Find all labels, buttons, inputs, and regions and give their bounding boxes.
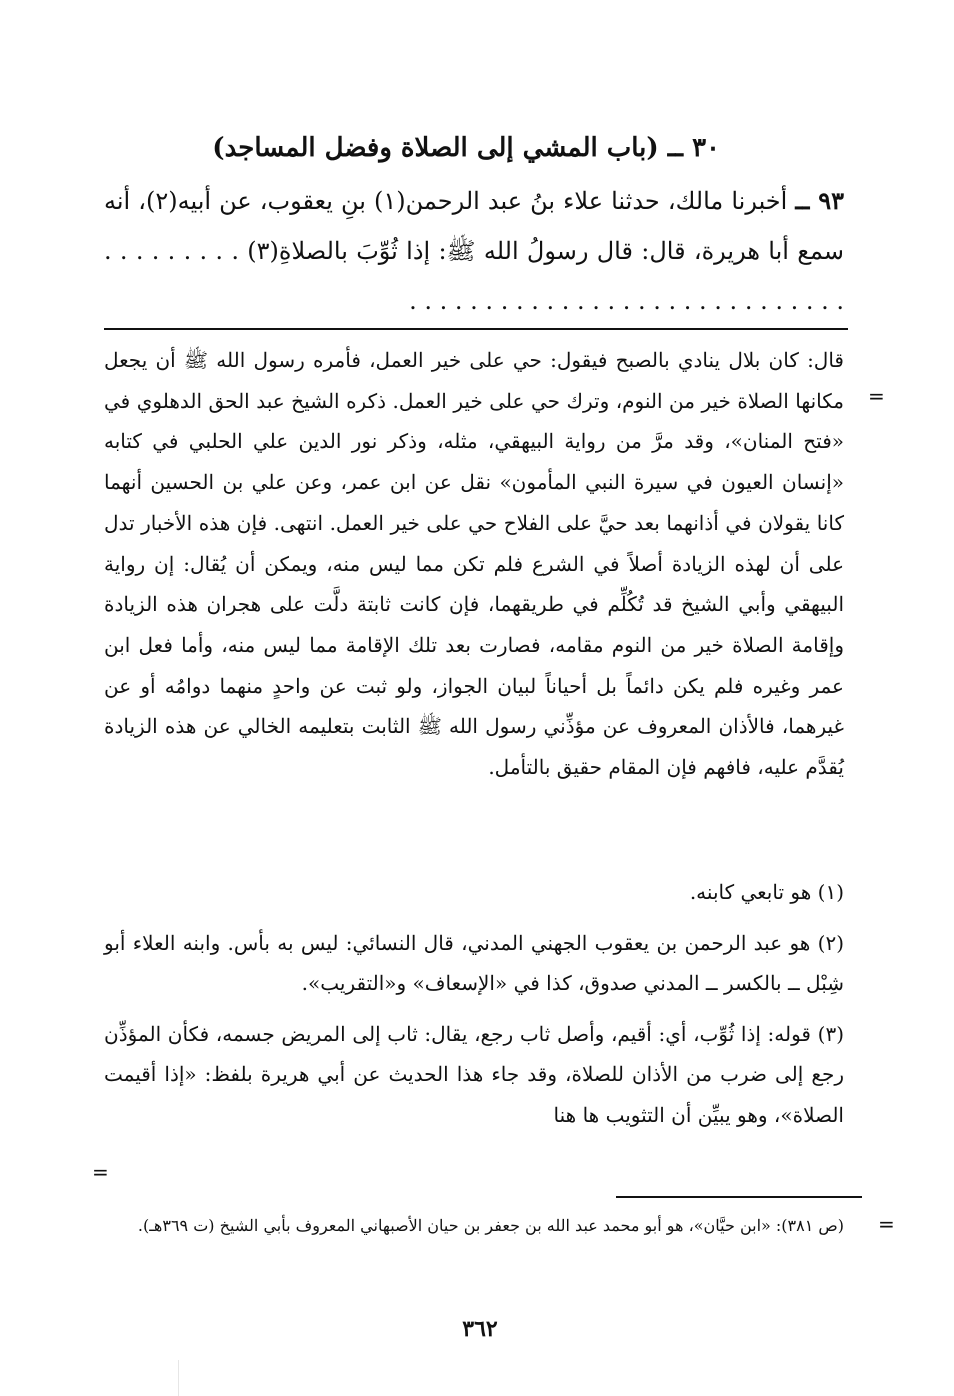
footnote-2: (٢) هو عبد الرحمن بن يعقوب الجهني المدني، قال النسائي: ليس به بأس. وابنه العلاء أبو شِبْل ــ بالكسر ــ المدني صدوق، كذا في «الإسعاف» و«التقريب». (104, 930, 844, 995)
continuation-mark-top: = (868, 384, 885, 408)
hadith-body: أخبرنا مالك، حدثنا علاء بنُ عبد الرحمن(١) بنِ يعقوب، عن أبيه(٢)، أنه سمع أبا هريرة، قال: قال رسولُ الله ﷺ: إذا ثُوِّبَ بالصلاةِ(٣) (104, 187, 844, 265)
commentary-text: قال: كان بلال ينادي بالصبح فيقول: حي على خير العمل، فأمره رسول الله ﷺ أن يجعل مكانها الصلاة خير من النوم، وترك حي على خير العمل. ذكره الشيخ عبد الحق الدهلوي في «فتح المنان»، وقد مرَّ من رواية البيهقي، مثله، وذكر نور الدين علي الحلبي في كتابه «إنسان العيون في سيرة النبي المأمون» نقل عن ابن عمر، وعن علي بن الحسين أنهما كانا يقولان في أذانهما بعد حيَّ على الفلاح حي على خير العمل. انتهى. فإن هذه الأخبار تدل على أن لهذه الزيادة أصلاً في الشرع فلم تكن مما ليس منه، ويمكن أن يُقال: إن رواية البيهقي وأبي الشيخ قد تُكُلِّم في طريقهما، فإن كانت ثابتة دلَّت على هجران هذه الزيادة وإقامة الصلاة خير من النوم مقامه، فصارت بعد تلك الإقامة مما ليس منه، وأما فعل ابن عمر وغيره فلم يكن دائماً بل أحياناً لبيان الجواز، ولو ثبت عن واحدٍ منهما دوامُه أو عن غيرهما، فالأذان المعروف عن مؤذِّني رسول الله ﷺ الثابت بتعليمه الخالي عن هذه الزيادة يُقدَّم عليه، فافهم فإن المقام حقيق بالتأمل. (104, 348, 844, 780)
main-divider (104, 328, 848, 330)
margin-note: (ص ٣٨١): «ابن حيَّان»، هو أبو محمد عبد الله بن جعفر بن حيان الأصبهاني المعروف بأبي الشيخ (ت ٣٦٩هـ). (137, 1216, 844, 1235)
scan-crease (178, 1360, 179, 1396)
chapter-title: ٣٠ ــ (باب المشي إلى الصلاة وفضل المساجد) (212, 133, 720, 163)
page-number: ٣٦٢ (462, 1316, 498, 1342)
hadith-text (104, 176, 844, 326)
continuation-mark-bottom: = (92, 1160, 109, 1184)
continuation-mark-note: = (878, 1212, 895, 1236)
footnote-3: (٣) قوله: إذا ثُوِّب، أي: أقيم، وأصل ثاب رجع، يقال: ثاب إلى المريض جسمه، فكأن المؤذِّن رجع إلى ضرب من الأذان للصلاة، وقد جاء هذا الحديث عن أبي هريرة بلفظ: «إذا أقيمت الصلاة»، وهو يبيِّن أن التثويب ها هنا (104, 1021, 844, 1127)
hadith-dots: . . . . . . . . . . . . . . . . . . . . . . . . . . . . . . . . . . . . . . (104, 237, 844, 315)
footnote-1: (١) هو تابعي كابنه. (689, 880, 844, 904)
margin-note-divider (616, 1196, 862, 1198)
footnotes (104, 872, 844, 1135)
hadith-number: ٩٣ ــ (795, 186, 845, 215)
